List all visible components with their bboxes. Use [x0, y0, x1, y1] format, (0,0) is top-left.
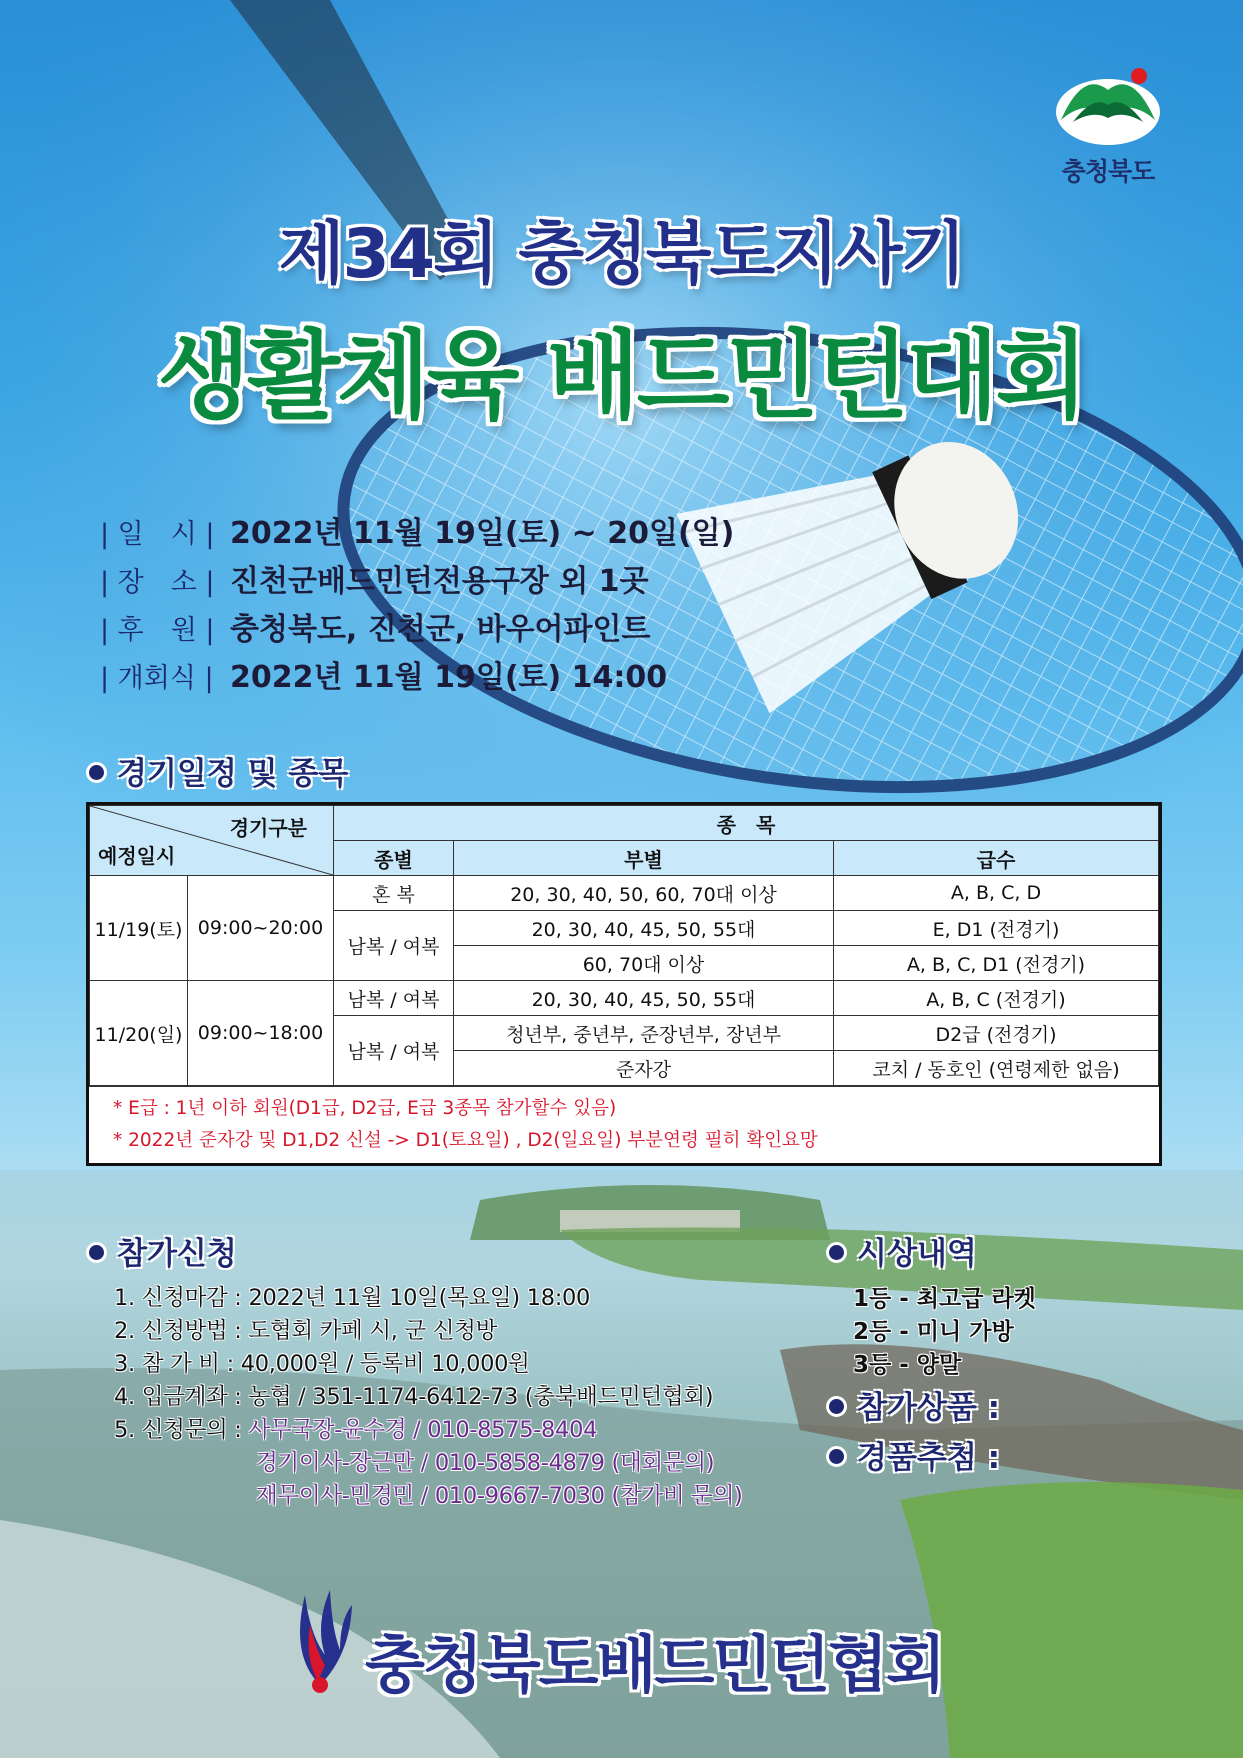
raffle-heading	[826, 1432, 1000, 1477]
contact-line: 사무국장-윤수경 / 010-8575-8404	[248, 1417, 598, 1443]
time-cell: 09:00~18:00	[188, 981, 334, 1086]
info-label: | 일 시 |	[100, 519, 215, 550]
raffle-heading-text: 경품추첨 :	[857, 1440, 1000, 1476]
registration-item: 4. 입금계좌 : 농협 / 351-1174-6412-73 (충북배드민턴협회)	[114, 1384, 714, 1410]
footer-org-name: 충청북도배드민턴협회	[365, 1628, 944, 1701]
info-label: | 장 소 |	[100, 567, 215, 598]
grade-header: 급수	[834, 841, 1159, 876]
time-cell: 09:00~20:00	[188, 876, 334, 981]
registration-heading-text: 참가신청	[117, 1236, 237, 1272]
bullet-icon	[826, 1446, 847, 1467]
info-value: 진천군배드민턴전용구장 외 1곳	[230, 564, 649, 599]
registration-heading	[86, 1228, 237, 1273]
registration-item: 3. 참 가 비 : 40,000원 / 등록비 10,000원	[114, 1351, 530, 1377]
title-line-2: 생활체육 배드민턴대회	[157, 320, 1086, 432]
type-cell: 남복 / 여복	[334, 911, 454, 981]
inquiry-label: 5. 신청문의 :	[114, 1417, 242, 1443]
registration-item: 2. 신청방법 : 도협회 카페 시, 군 신청방	[114, 1318, 498, 1344]
info-row-opening	[100, 652, 667, 698]
info-value: 2022년 11월 19일(토) ~ 20일(일)	[230, 516, 735, 551]
info-value: 2022년 11월 19일(토) 14:00	[230, 660, 668, 695]
contact-line: 경기이사-장근만 / 010-5858-4879 (대회문의)	[256, 1450, 715, 1476]
grade-cell: 코치 / 동호인 (연령제한 없음)	[834, 1051, 1159, 1086]
division-cell: 청년부, 중년부, 준장년부, 장년부	[454, 1016, 834, 1051]
gift-heading-text: 참가상품 :	[857, 1390, 1000, 1426]
association-logo-icon	[280, 1585, 360, 1695]
emblem-label: 충청북도	[1061, 157, 1155, 186]
prizes-heading-text: 시상내역	[857, 1236, 977, 1272]
corner-bottom-label: 예정일시	[98, 844, 176, 868]
division-cell: 60, 70대 이상	[454, 946, 834, 981]
grade-cell: A, B, C, D1 (전경기)	[834, 946, 1159, 981]
table-row	[90, 876, 1159, 911]
table-row	[90, 981, 1159, 1016]
gift-heading	[826, 1382, 1000, 1427]
date-cell: 11/19(토)	[90, 876, 188, 981]
info-label: | 후 원 |	[100, 615, 215, 646]
event-header: 종 목	[334, 806, 1159, 841]
grade-cell: A, B, C (전경기)	[834, 981, 1159, 1016]
schedule-heading	[86, 748, 348, 793]
grade-cell: A, B, C, D	[834, 876, 1159, 911]
bullet-icon	[826, 1242, 847, 1263]
corner-header-cell	[90, 806, 334, 876]
division-header: 부별	[454, 841, 834, 876]
type-cell: 남복 / 여복	[334, 1016, 454, 1086]
chungbuk-emblem-icon	[1053, 60, 1163, 146]
prizes-heading	[826, 1228, 977, 1273]
info-row-sponsor	[100, 604, 650, 650]
note-line: * E급 : 1년 이하 회원(D1급, D2급, E급 3종목 참가할수 있음)	[113, 1098, 617, 1119]
type-cell: 남복 / 여복	[334, 981, 454, 1016]
type-cell: 혼 복	[334, 876, 454, 911]
chungbuk-emblem	[1048, 60, 1168, 190]
division-cell: 20, 30, 40, 45, 50, 55대	[454, 911, 834, 946]
grade-cell: D2급 (전경기)	[834, 1016, 1159, 1051]
info-row-venue	[100, 556, 649, 602]
bullet-icon	[86, 762, 107, 783]
prize-item: 1등 - 최고급 라켓	[853, 1286, 1036, 1312]
bullet-icon	[826, 1396, 847, 1417]
division-cell: 20, 30, 40, 50, 60, 70대 이상	[454, 876, 834, 911]
date-cell: 11/20(일)	[90, 981, 188, 1086]
grade-cell: E, D1 (전경기)	[834, 911, 1159, 946]
title-line-1: 제34회 충청북도지사기	[278, 215, 965, 294]
info-label: | 개회식 |	[100, 663, 214, 694]
prize-item: 3등 - 양말	[853, 1352, 962, 1378]
prize-item: 2등 - 미니 가방	[853, 1319, 1014, 1345]
schedule-table	[86, 802, 1162, 1166]
registration-item: 1. 신청마감 : 2022년 11월 10일(목요일) 18:00	[114, 1285, 591, 1311]
schedule-heading-text: 경기일정 및 종목	[117, 756, 349, 792]
table-notes	[89, 1086, 1159, 1163]
info-value: 충청북도, 진천군, 바우어파인트	[230, 612, 651, 647]
corner-top-label: 경기구분	[229, 816, 307, 840]
registration-inquiry	[114, 1412, 597, 1444]
contact-line: 재무이사-민경민 / 010-9667-7030 (참가비 문의)	[256, 1483, 743, 1509]
division-cell: 준자강	[454, 1051, 834, 1086]
info-row-date	[100, 508, 734, 554]
note-line: * 2022년 준자강 및 D1,D2 신설 -> D1(토요일) , D2(일요일) 부분연령 필히 확인요망	[113, 1130, 818, 1151]
type-header: 종별	[334, 841, 454, 876]
bullet-icon	[86, 1242, 107, 1263]
division-cell: 20, 30, 40, 45, 50, 55대	[454, 981, 834, 1016]
